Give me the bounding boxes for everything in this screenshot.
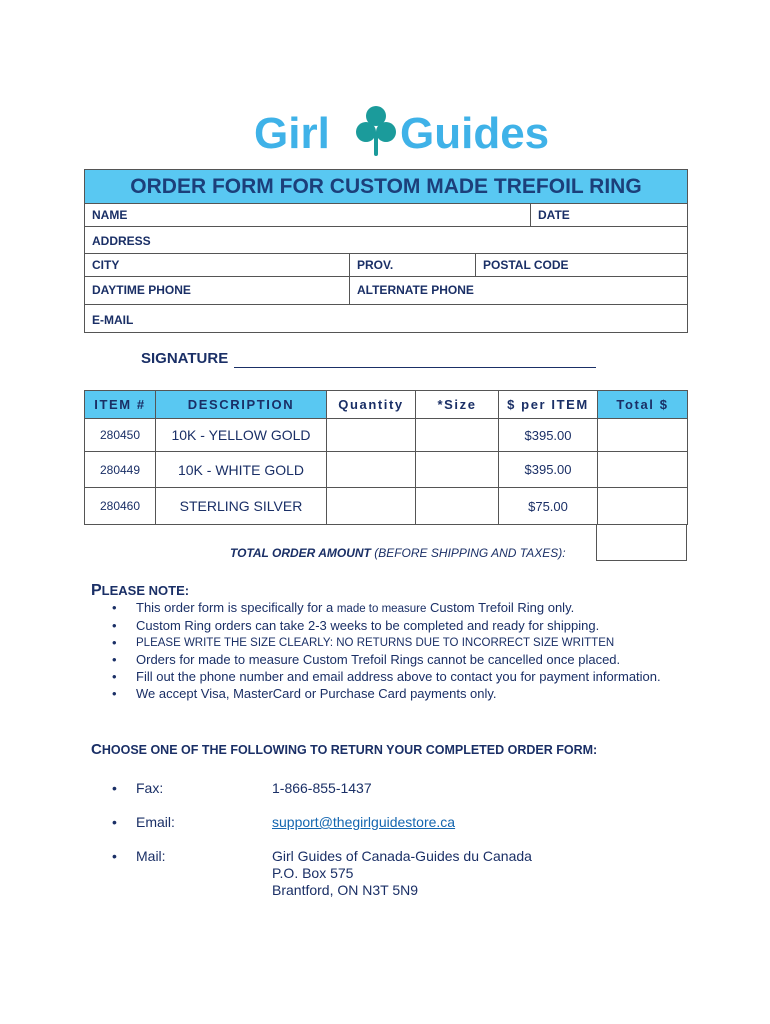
mail-line-3: Brantford, ON N3T 5N9 (272, 882, 419, 898)
fax-number: 1-866-855-1437 (272, 780, 372, 796)
prov-label: PROV. (357, 258, 394, 272)
alternate-phone-field[interactable] (349, 277, 687, 304)
table-row (85, 452, 688, 488)
signature-line[interactable] (234, 367, 596, 368)
mail-line-2: P.O. Box 575 (272, 865, 354, 881)
address-row (85, 227, 687, 254)
email-label: E-MAIL (92, 313, 134, 327)
price-cell: $395.00 (499, 419, 598, 452)
prov-field[interactable] (349, 254, 475, 276)
email-contact-label: Email: (136, 814, 175, 830)
header-item: ITEM # (85, 391, 156, 419)
svg-text:Girl: Girl (254, 109, 330, 158)
date-field[interactable] (530, 204, 687, 226)
city-label: CITY (92, 258, 120, 272)
bullet-icon: • (112, 780, 117, 796)
alternate-phone-label: ALTERNATE PHONE (357, 283, 474, 297)
list-item: • Fill out the phone number and email address above to contact you for payment information. (112, 669, 672, 685)
postal-code-field[interactable] (475, 254, 687, 276)
header-description: DESCRIPTION (156, 391, 327, 419)
list-item: • This order form is specifically for a made to measure Custom Trefoil Ring only. (112, 600, 672, 617)
item-number: 280460 (85, 488, 156, 525)
total-order-amount-box[interactable] (596, 524, 687, 561)
quantity-cell[interactable] (327, 452, 416, 488)
date-label: DATE (538, 208, 570, 222)
notes-list (112, 600, 672, 703)
item-number: 280450 (85, 419, 156, 452)
item-number: 280449 (85, 452, 156, 488)
please-note-heading: PLEASE NOTE: (91, 582, 190, 599)
total-cell[interactable] (598, 452, 688, 488)
price-cell: $395.00 (499, 452, 598, 488)
daytime-phone-label: DAYTIME PHONE (92, 283, 191, 297)
list-item: • We accept Visa, MasterCard or Purchase Card payments only. (112, 686, 672, 702)
list-item: • PLEASE WRITE THE SIZE CLEARLY: NO RETURNS DUE TO INCORRECT SIZE WRITTEN (112, 635, 672, 651)
header-size: *Size (416, 391, 499, 419)
header-price: $ per ITEM (499, 391, 598, 419)
quantity-cell[interactable] (327, 419, 416, 452)
address-field[interactable] (85, 227, 687, 253)
total-order-label: TOTAL ORDER AMOUNT (BEFORE SHIPPING AND TAXES): (230, 546, 566, 560)
name-label: NAME (92, 208, 128, 222)
support-email-link[interactable]: support@thegirlguidestore.ca (272, 814, 456, 830)
list-item: • Custom Ring orders can take 2-3 weeks to be completed and ready for shipping. (112, 618, 672, 634)
name-field[interactable] (85, 204, 530, 226)
price-cell: $75.00 (499, 488, 598, 525)
girl-guides-logo (254, 100, 550, 160)
mail-line-1: Girl Guides of Canada-Guides du Canada (272, 848, 532, 864)
trefoil-icon (356, 106, 396, 156)
form-title: ORDER FORM FOR CUSTOM MADE TREFOIL RING (85, 170, 687, 204)
email-field[interactable] (85, 305, 687, 332)
list-item: • Orders for made to measure Custom Trefoil Rings cannot be cancelled once placed. (112, 652, 672, 668)
item-description: STERLING SILVER (156, 488, 327, 525)
item-description: 10K - YELLOW GOLD (156, 419, 327, 452)
total-cell[interactable] (598, 419, 688, 452)
girl-guides-logo-graphic (254, 100, 550, 160)
return-heading: CHOOSE ONE OF THE FOLLOWING TO RETURN YOUR COMPLETED ORDER FORM: (91, 741, 598, 758)
bullet-icon: • (112, 814, 117, 830)
address-label: ADDRESS (92, 234, 151, 248)
order-table-header (85, 391, 688, 419)
size-cell[interactable] (416, 419, 499, 452)
size-cell[interactable] (416, 488, 499, 525)
size-cell[interactable] (416, 452, 499, 488)
mail-address (272, 848, 532, 899)
customer-info-table (84, 169, 688, 333)
mail-label: Mail: (136, 848, 166, 864)
header-total: Total $ (598, 391, 688, 419)
postal-code-label: POSTAL CODE (483, 258, 569, 272)
fax-label: Fax: (136, 780, 164, 796)
phone-row (85, 277, 687, 305)
header-quantity: Quantity (327, 391, 416, 419)
daytime-phone-field[interactable] (85, 277, 349, 304)
table-row (85, 488, 688, 525)
svg-text:Guides: Guides (400, 109, 550, 158)
city-field[interactable] (85, 254, 349, 276)
city-row (85, 254, 687, 277)
total-cell[interactable] (598, 488, 688, 525)
name-row (85, 204, 687, 227)
item-description: 10K - WHITE GOLD (156, 452, 327, 488)
order-table (84, 390, 688, 525)
quantity-cell[interactable] (327, 488, 416, 525)
signature-label: SIGNATURE (141, 350, 229, 367)
email-row (85, 305, 687, 332)
bullet-icon: • (112, 848, 117, 864)
table-row (85, 419, 688, 452)
